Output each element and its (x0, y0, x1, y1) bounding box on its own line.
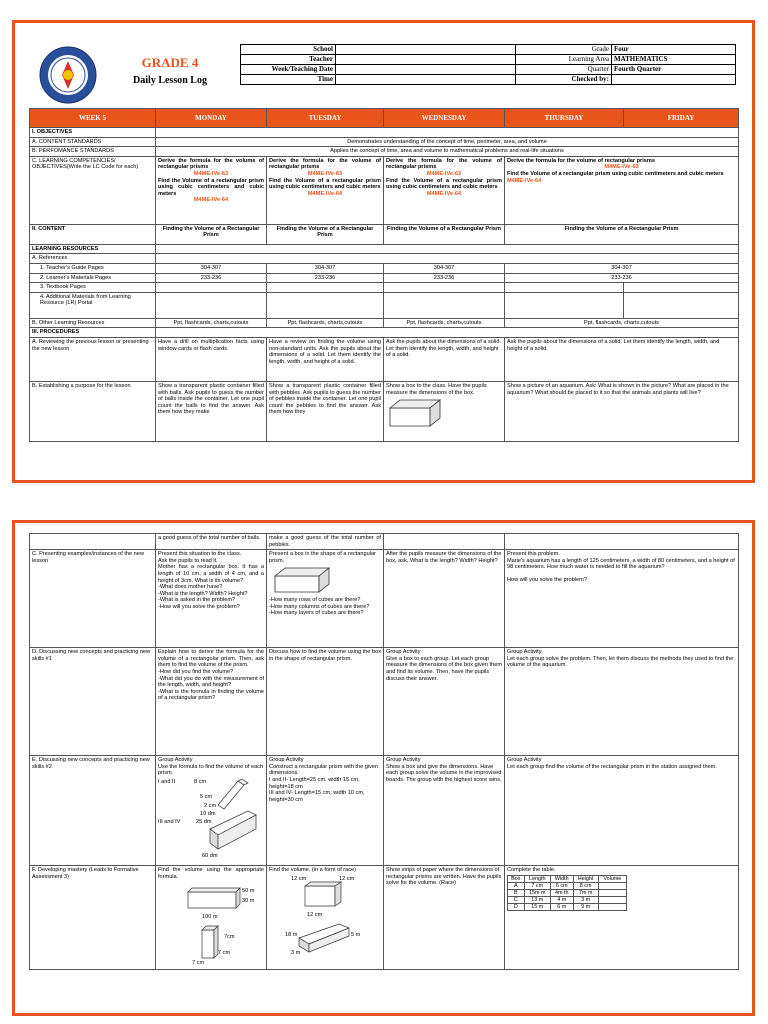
info-table (240, 44, 736, 85)
proc-e-tuesday: Group Activity Construct a rectangular prism with the given dimensions. I and II- Length=25 cm, width 15 cm, height=18 cm III and IV- Length=15 cm, width 10 cm, height=30 cm (267, 756, 384, 866)
other-resources-label: B. Other Learning Resources (30, 318, 156, 328)
time-label: Time (241, 75, 336, 85)
proc-c-tuesday: Present a box in the shape of a rectangular prism. -How many rows of cubes are there? -How many columns of cubes are there? -How many layers of cubes are there? (267, 550, 384, 648)
content-standards-label: A. CONTENT STANDARDS (30, 137, 156, 147)
learning-area-label: Learning Area (516, 55, 612, 65)
competency-wednesday: Derive the formula for the volume of rectangular prisms M4ME-IVe-63 Find the Volume of a rectangular prism using cubic centimeters and cubic meters M4ME-IVe-64 (384, 156, 505, 224)
day-friday: FRIDAY (624, 109, 739, 128)
content-wednesday: Finding the Volume of a Rectangular Prism (384, 224, 505, 244)
day-header-row (30, 109, 739, 128)
lm-tuesday: 233-236 (267, 273, 384, 283)
box-drawing-icon (386, 396, 446, 428)
lm-label: 2. Learner's Materials Pages (30, 273, 156, 283)
performance-standards-text: Applies the concept of time, area and volume to mathematical problems and real-life situations (156, 147, 739, 157)
volume-answer-cell[interactable] (598, 903, 626, 910)
proc-a-monday: Have a drill on multiplication facts using window cards or flash cards. (156, 337, 267, 381)
performance-standards-label: B. PERFOMANCE STANDARDS (30, 147, 156, 157)
proc-e-monday: Group Activity Use the formula to find the volume of each prism. I and II 8 cm 5 cm 2 cm 10 dm III and IV 25 dm 60 dm (156, 756, 267, 866)
svg-text:7 cm: 7 cm (218, 950, 231, 957)
svg-text:100 m: 100 m (202, 914, 218, 921)
volume-answer-cell[interactable] (598, 896, 626, 903)
volume-table-header: Box Length Width Height Volume (508, 875, 627, 882)
teacher-label: Teacher (241, 55, 336, 65)
proc-f-wednesday: Show strips of paper where the dimensions of rectangular prisms are written. Have the pupils solve for the volume. (Race) (384, 866, 505, 970)
proc-d-monday: Explain how to derive the formula for the volume of a rectangular prism. Then, ask them to find the volume of the prism. -How did you find the volume? -What did you do with the measurement of the length, width, and height? -What is the formula in finding the volume of a rectangular prism? (156, 648, 267, 756)
svg-text:5 m: 5 m (351, 931, 361, 938)
proc-f-thursday: Complete the table. Box Length Width Height Volume A 7 cm 6 cm 8 cm B 15m m 4m th 7m m C 13 m 4 m 3 m D 15 m 6 m 9 m (505, 866, 739, 970)
table-row: B 15m m 4m th 7m m (508, 889, 627, 896)
tg-thursday: 304-307 (505, 263, 739, 273)
svg-text:12 cm: 12 cm (307, 911, 323, 918)
competency-monday: Derive the formula for the volume of rectangular prisms M4ME-IVe-63 Find the Volume of a rectangular prism using cubic centimeters and cubic meters M4ME-IVe-64 (156, 156, 267, 224)
teacher-value[interactable] (336, 55, 516, 65)
tg-label: 1. Teacher's Guide Pages (30, 263, 156, 273)
checked-by-value[interactable] (612, 75, 736, 85)
grade-value[interactable]: Four (612, 45, 736, 55)
proc-d-wednesday: Group Activity Give a box to each group. Let each group measure the dimensions of the box given them and find its volume. Then, have the pupils discuss their answer. (384, 648, 505, 756)
competencies-label: C. LEARNING COMPETENCIES/ OBJECTIVES(Write the LC Code for each) (30, 156, 156, 224)
proc-b-monday: Show a transparent plastic container filled with balls. Ask pupils to guess the number of balls inside the container. Let one pupil count the balls to find the answer. Ask them how they make (156, 381, 267, 441)
resources-heading: LEARNING RESOURCES (30, 244, 156, 254)
proc-b-tuesday: Show a transparent plastic container filled with pebbles. Ask pupils to guess the number of pebbles inside the container. Let one pupil count the pebbles to find the answer. Ask them how they (267, 381, 384, 441)
page-one (12, 20, 755, 483)
content-heading: II. CONTENT (30, 224, 156, 244)
content-tuesday: Finding the Volume of a Rectangular Prism (267, 224, 384, 244)
tg-tuesday: 304-307 (267, 263, 384, 273)
day-wednesday: WEDNESDAY (384, 109, 505, 128)
quarter-label: Quarter (516, 65, 612, 75)
svg-text:III and IV: III and IV (158, 818, 181, 825)
day-tuesday: TUESDAY (267, 109, 384, 128)
table-row: A 7 cm 6 cm 8 cm (508, 882, 627, 889)
tb-label: 3. Textbook Pages (30, 283, 156, 293)
time-value[interactable] (336, 75, 516, 85)
additional-materials-label: 4. Additional Materials from Learning Resource (LR) Portal (30, 292, 156, 318)
lm-thursday: 233-236 (505, 273, 739, 283)
svg-text:18 m: 18 m (285, 931, 298, 938)
volume-answer-cell[interactable] (598, 889, 626, 896)
competency-thursday-friday: Derive the formula for the volume of rectangular prisms M4ME-IVe-63 Find the Volume of a rectangular prism using cubic centimeters and cubic meters M4ME-IVe-64 (505, 156, 739, 224)
other-monday: Ppt, flashcards, charts,cutouts (156, 318, 267, 328)
header (35, 43, 735, 108)
quarter-value[interactable]: Fourth Quarter (612, 65, 736, 75)
other-tuesday: Ppt, flashcards, charts,cutouts (267, 318, 384, 328)
svg-text:12 cm: 12 cm (339, 875, 355, 882)
content-thursday: Finding the Volume of a Rectangular Prism (505, 224, 739, 244)
proc-b2-monday: a good guess of the total number of balls. (156, 534, 267, 550)
lm-wednesday: 233-236 (384, 273, 505, 283)
proc-a-label: A. Reviewing the previous lesson or presenting the new lesson (30, 337, 156, 381)
svg-text:60 dm: 60 dm (202, 852, 218, 859)
page-two (12, 520, 755, 1016)
tg-wednesday: 304-307 (384, 263, 505, 273)
school-label: School (241, 45, 336, 55)
svg-text:I and II: I and II (158, 778, 176, 785)
deped-seal-icon (38, 45, 98, 105)
learning-area-value[interactable]: MATHEMATICS (612, 55, 736, 65)
svg-text:10 dm: 10 dm (200, 810, 216, 817)
objectives-heading: I. OBJECTIVES (30, 128, 156, 138)
week-label: WEEK 5 (30, 109, 156, 128)
prism-drawing-icon (269, 564, 339, 594)
day-thursday: THURSDAY (505, 109, 624, 128)
proc-c-monday: Present this situation to the class. Ask the pupils to read it. Mother has a rectangular box. It has a length of 10 cm, a width of 4 cm, and a height of 3cm. What is its volume? -What does mother have? -What is the length? Width? Height? -What is asked in the problem? -How will you solve the problem? (156, 550, 267, 648)
references-label: A. References (30, 254, 156, 264)
proc-b-label: B. Establishing a purpose for the lesson (30, 381, 156, 441)
content-monday: Finding the Volume of a Rectangular Prism (156, 224, 267, 244)
volume-figures-icon (158, 880, 263, 964)
proc-e-thursday: Group Activity Let each group find the volume of the rectangular prism in the station assigned them. (505, 756, 739, 866)
svg-text:2 cm: 2 cm (204, 802, 217, 809)
competency-tuesday: Derive the formula for the volume of rectangular prisms M4ME-IVe-63 Find the Volume of a rectangular prism using cubic centimeters and cubic meters M4ME-IVe-64 (267, 156, 384, 224)
race-figures-icon (269, 874, 381, 958)
content-standards-text: Demonstrates understanding of the concept of time, perimeter, area, and volume (156, 137, 739, 147)
week-date-label: Week/Teaching Date (241, 65, 336, 75)
checked-by-label: Checked by: (516, 75, 612, 85)
volume-answer-cell[interactable] (598, 882, 626, 889)
svg-text:7 cm: 7 cm (192, 960, 205, 965)
svg-text:30 m: 30 m (242, 898, 255, 905)
day-monday: MONDAY (156, 109, 267, 128)
prism-set-icon (158, 777, 263, 859)
other-thursday: Ppt, flashcards, charts,cutouts (505, 318, 739, 328)
volume-table (507, 875, 627, 911)
procedures-heading: III. PROCEDURES (30, 328, 156, 338)
week-date-value[interactable] (336, 65, 516, 75)
proc-a-thursday: Ask the pupils about the dimensions of a solid. Let them identify the length, width, and height of a solid. (505, 337, 739, 381)
tg-monday: 304-307 (156, 263, 267, 273)
grade-title-box (100, 43, 240, 103)
log-title: Daily Lesson Log (133, 75, 207, 86)
proc-a-tuesday: Have a review on finding the volume using non-standard units. Ask the pupils about the dimensions of a solid. Let them identify the length, width, and height of a solid. (267, 337, 384, 381)
svg-text:5 cm: 5 cm (200, 793, 213, 800)
svg-text:50 m: 50 m (242, 888, 255, 895)
lm-monday: 233-236 (156, 273, 267, 283)
lesson-table-page1 (29, 108, 739, 442)
other-wednesday: Ppt, flashcards, charts,cutouts (384, 318, 505, 328)
proc-a-wednesday: Ask the pupils about the dimensions of a solid. Let them identify the length, width, and height of a solid. (384, 337, 505, 381)
proc-d-label: D. Discussing new concepts and practicing new skills #1 (30, 648, 156, 756)
proc-b-wednesday: Show a box to the class. Have the pupils measure the dimensions of the box. (384, 381, 505, 441)
proc-c-label: C. Presenting examples/instances of the new lesson (30, 550, 156, 648)
table-row: D 15 m 6 m 9 m (508, 903, 627, 910)
lesson-table-page2 (29, 533, 739, 970)
svg-text:7cm: 7cm (224, 934, 235, 941)
svg-text:12 cm: 12 cm (291, 875, 307, 882)
grade-title: GRADE 4 (141, 55, 199, 70)
svg-text:25 dm: 25 dm (196, 818, 212, 825)
svg-text:3 m: 3 m (291, 949, 301, 956)
proc-c-wednesday: After the pupils measure the dimensions of the box, ask, What is the length? Width? Height? (384, 550, 505, 648)
proc-d-tuesday: Discuss how to find the volume using the box in the shape of rectangular prism. (267, 648, 384, 756)
proc-f-tuesday: Find the volume. (in a form of race) 12 cm 12 cm 12 cm 18 m 5 m 3 m (267, 866, 384, 970)
proc-c-thursday: Present this problem. Marie's aquarium has a length of 125 centimeters, a width of 80 centimeters, and a height of 98 centimeters. How much water is needed to fill the aquarium? How will you solve the problem? (505, 550, 739, 648)
table-row: C 13 m 4 m 3 m (508, 896, 627, 903)
school-value[interactable] (336, 45, 516, 55)
proc-d-thursday: Group Activity Let each group solve the problem. Then, let them discuss the methods they used to find the volume of the aquarium. (505, 648, 739, 756)
grade-label: Grade (516, 45, 612, 55)
proc-e-wednesday: Group Activity Show a box and give the dimensions. Have each group solve the volume in the improvised boards. The group with the highest score wins. (384, 756, 505, 866)
proc-b-thursday: Show a picture of an aquarium. Ask: What is shown in the picture? What are placed in the aquarium? What should be placed to it so that the animals and plants will live? (505, 381, 739, 441)
proc-f-label: F. Developing mastery (Leads to Formative Assessment 3) (30, 866, 156, 970)
proc-b2-tuesday: make a good guess of the total number of pebbles. (267, 534, 384, 550)
proc-e-label: E. Discussing new concepts and practicing new skills #2 (30, 756, 156, 866)
proc-f-monday: Find the volume using the appropriate formula. 50 m 30 m 100 m 7cm 7 cm 7 cm (156, 866, 267, 970)
svg-text:8 cm: 8 cm (194, 778, 207, 785)
